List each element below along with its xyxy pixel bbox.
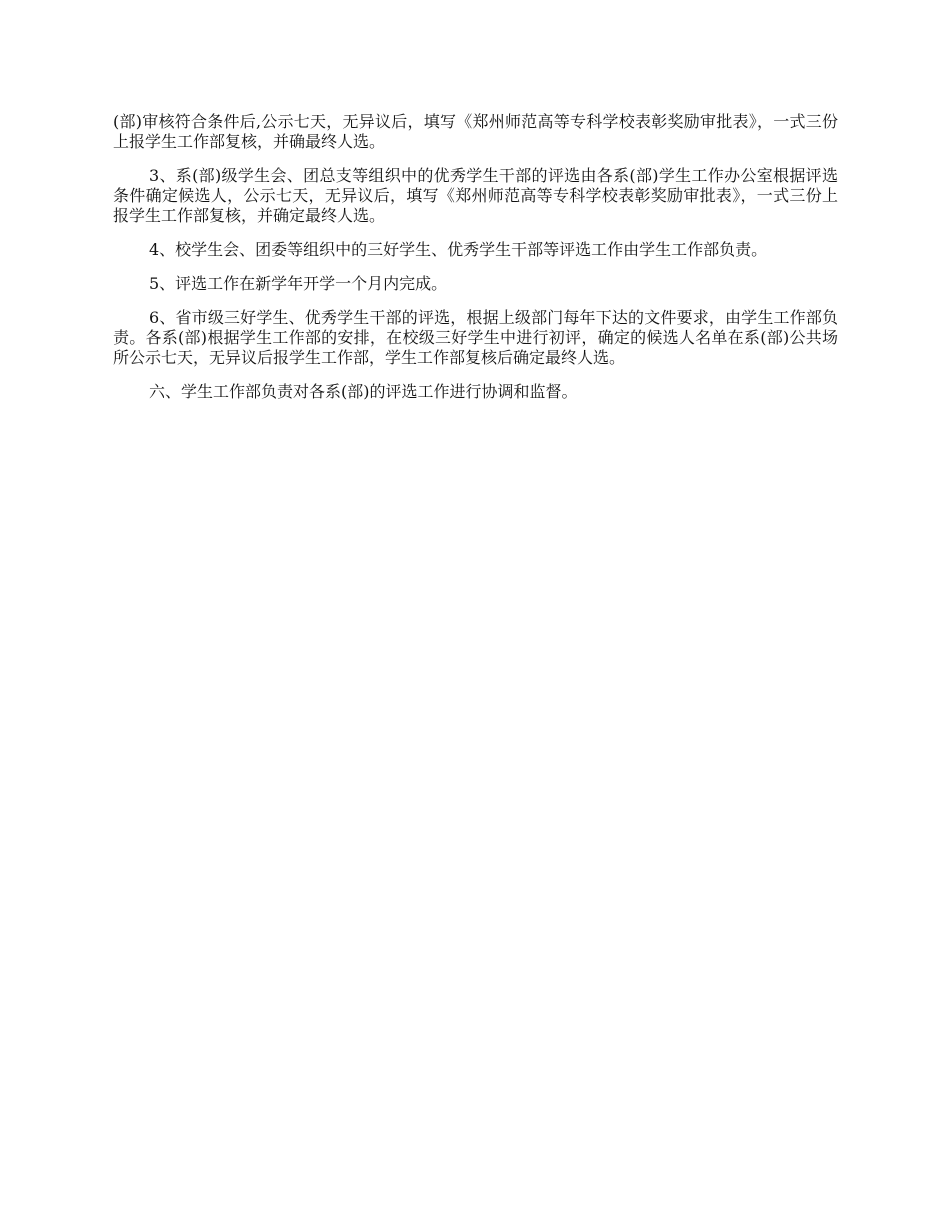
- paragraph-item-4: 4、校学生会、团委等组织中的三好学生、优秀学生干部等评选工作由学生工作部负责。: [149, 240, 768, 259]
- paragraph-item-3: 3、系(部)级学生会、团总支等组织中的优秀学生干部的评选由各系(部)学生工作办公室根据评选条件确定候选人，公示七天，无异议后，填写《郑州师范高等专科学校表彰奖励审批表》，一式三份上报学生工作部复核，并确定最终人选。: [113, 166, 838, 225]
- paragraph-item-6: 6、省市级三好学生、优秀学生干部的评选，根据上级部门每年下达的文件要求，由学生工作部负责。各系(部)根据学生工作部的安排，在校级三好学生中进行初评，确定的候选人名单在系(部)公共场所公示七天，无异议后报学生工作部，学生工作部复核后确定最终人选。: [113, 308, 838, 367]
- document-body: [113, 112, 838, 416]
- paragraph-item-5: 5、评选工作在新学年开学一个月内完成。: [149, 274, 448, 293]
- paragraph-section-six: 六、学生工作部负责对各系(部)的评选工作进行协调和监督。: [149, 382, 578, 401]
- paragraph-continuation: (部)审核符合条件后,公示七天，无异议后，填写《郑州师范高等专科学校表彰奖励审批表》，一式三份上报学生工作部复核，并确最终人选。: [113, 112, 838, 151]
